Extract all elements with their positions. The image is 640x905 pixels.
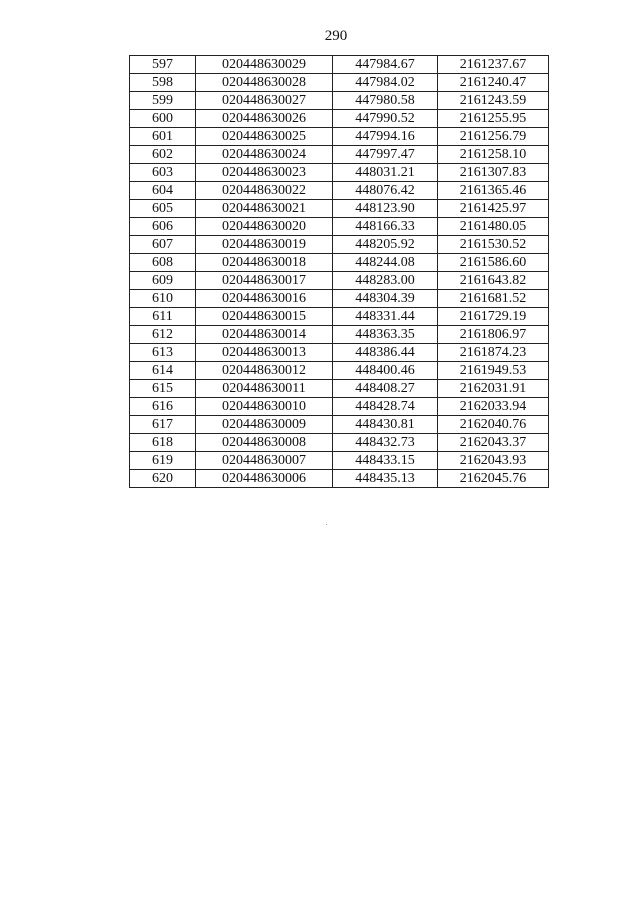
x-coordinate-cell: 448166.33 (333, 218, 438, 236)
x-coordinate-cell: 448031.21 (333, 164, 438, 182)
point-number-cell: 615 (130, 380, 196, 398)
point-id-cell: 020448630029 (196, 56, 333, 74)
table-row (130, 218, 549, 236)
point-id-cell: 020448630028 (196, 74, 333, 92)
point-id-cell: 020448630022 (196, 182, 333, 200)
point-number-cell: 597 (130, 56, 196, 74)
point-id-cell: 020448630023 (196, 164, 333, 182)
point-number-cell: 603 (130, 164, 196, 182)
point-id-cell: 020448630011 (196, 380, 333, 398)
table-row (130, 326, 549, 344)
x-coordinate-cell: 448432.73 (333, 434, 438, 452)
y-coordinate-cell: 2162045.76 (438, 470, 549, 488)
table-row (130, 272, 549, 290)
point-id-cell: 020448630017 (196, 272, 333, 290)
x-coordinate-cell: 448433.15 (333, 452, 438, 470)
table-row (130, 344, 549, 362)
table-row (130, 434, 549, 452)
x-coordinate-cell: 447980.58 (333, 92, 438, 110)
x-coordinate-cell: 448076.42 (333, 182, 438, 200)
y-coordinate-cell: 2161480.05 (438, 218, 549, 236)
x-coordinate-cell: 448123.90 (333, 200, 438, 218)
table-row (130, 74, 549, 92)
table-row (130, 308, 549, 326)
table-row (130, 470, 549, 488)
point-number-cell: 606 (130, 218, 196, 236)
y-coordinate-cell: 2161365.46 (438, 182, 549, 200)
point-id-cell: 020448630025 (196, 128, 333, 146)
point-id-cell: 020448630006 (196, 470, 333, 488)
y-coordinate-cell: 2161258.10 (438, 146, 549, 164)
y-coordinate-cell: 2161237.67 (438, 56, 549, 74)
y-coordinate-cell: 2161307.83 (438, 164, 549, 182)
point-id-cell: 020448630019 (196, 236, 333, 254)
point-number-cell: 610 (130, 290, 196, 308)
table-row (130, 416, 549, 434)
x-coordinate-cell: 448363.35 (333, 326, 438, 344)
point-number-cell: 617 (130, 416, 196, 434)
y-coordinate-cell: 2161681.52 (438, 290, 549, 308)
point-number-cell: 607 (130, 236, 196, 254)
table-row (130, 254, 549, 272)
point-number-cell: 602 (130, 146, 196, 164)
point-number-cell: 609 (130, 272, 196, 290)
table-row (130, 182, 549, 200)
point-number-cell: 616 (130, 398, 196, 416)
y-coordinate-cell: 2161874.23 (438, 344, 549, 362)
table-row (130, 362, 549, 380)
page-number: 290 (324, 28, 348, 44)
table-row (130, 110, 549, 128)
point-id-cell: 020448630012 (196, 362, 333, 380)
x-coordinate-cell: 448386.44 (333, 344, 438, 362)
point-number-cell: 598 (130, 74, 196, 92)
y-coordinate-cell: 2162043.93 (438, 452, 549, 470)
table-row (130, 128, 549, 146)
y-coordinate-cell: 2161425.97 (438, 200, 549, 218)
x-coordinate-cell: 448428.74 (333, 398, 438, 416)
y-coordinate-cell: 2161806.97 (438, 326, 549, 344)
y-coordinate-cell: 2161586.60 (438, 254, 549, 272)
y-coordinate-cell: 2162033.94 (438, 398, 549, 416)
table-row (130, 56, 549, 74)
point-id-cell: 020448630020 (196, 218, 333, 236)
table-row (130, 398, 549, 416)
y-coordinate-cell: 2162043.37 (438, 434, 549, 452)
y-coordinate-cell: 2161530.52 (438, 236, 549, 254)
point-id-cell: 020448630027 (196, 92, 333, 110)
y-coordinate-cell: 2161255.95 (438, 110, 549, 128)
table-row (130, 200, 549, 218)
x-coordinate-cell: 448205.92 (333, 236, 438, 254)
y-coordinate-cell: 2162031.91 (438, 380, 549, 398)
x-coordinate-cell: 447990.52 (333, 110, 438, 128)
x-coordinate-cell: 448435.13 (333, 470, 438, 488)
x-coordinate-cell: 447994.16 (333, 128, 438, 146)
point-number-cell: 613 (130, 344, 196, 362)
point-number-cell: 600 (130, 110, 196, 128)
point-id-cell: 020448630021 (196, 200, 333, 218)
table-body (130, 56, 549, 488)
point-number-cell: 619 (130, 452, 196, 470)
point-id-cell: 020448630010 (196, 398, 333, 416)
point-number-cell: 612 (130, 326, 196, 344)
x-coordinate-cell: 448331.44 (333, 308, 438, 326)
point-id-cell: 020448630014 (196, 326, 333, 344)
x-coordinate-cell: 448244.08 (333, 254, 438, 272)
point-id-cell: 020448630013 (196, 344, 333, 362)
stray-dot (326, 524, 327, 525)
point-id-cell: 020448630024 (196, 146, 333, 164)
table-row (130, 380, 549, 398)
point-id-cell: 020448630026 (196, 110, 333, 128)
x-coordinate-cell: 447984.67 (333, 56, 438, 74)
point-number-cell: 604 (130, 182, 196, 200)
table-row (130, 290, 549, 308)
point-id-cell: 020448630007 (196, 452, 333, 470)
table-row (130, 452, 549, 470)
y-coordinate-cell: 2162040.76 (438, 416, 549, 434)
point-number-cell: 599 (130, 92, 196, 110)
table-row (130, 236, 549, 254)
point-id-cell: 020448630015 (196, 308, 333, 326)
x-coordinate-cell: 448400.46 (333, 362, 438, 380)
y-coordinate-cell: 2161949.53 (438, 362, 549, 380)
table-row (130, 164, 549, 182)
x-coordinate-cell: 447997.47 (333, 146, 438, 164)
x-coordinate-cell: 447984.02 (333, 74, 438, 92)
y-coordinate-cell: 2161256.79 (438, 128, 549, 146)
point-id-cell: 020448630018 (196, 254, 333, 272)
point-number-cell: 614 (130, 362, 196, 380)
x-coordinate-cell: 448304.39 (333, 290, 438, 308)
y-coordinate-cell: 2161729.19 (438, 308, 549, 326)
x-coordinate-cell: 448408.27 (333, 380, 438, 398)
point-id-cell: 020448630009 (196, 416, 333, 434)
point-number-cell: 601 (130, 128, 196, 146)
point-id-cell: 020448630008 (196, 434, 333, 452)
point-number-cell: 620 (130, 470, 196, 488)
x-coordinate-cell: 448283.00 (333, 272, 438, 290)
table-row (130, 92, 549, 110)
point-id-cell: 020448630016 (196, 290, 333, 308)
x-coordinate-cell: 448430.81 (333, 416, 438, 434)
y-coordinate-cell: 2161240.47 (438, 74, 549, 92)
y-coordinate-cell: 2161243.59 (438, 92, 549, 110)
table-row (130, 146, 549, 164)
y-coordinate-cell: 2161643.82 (438, 272, 549, 290)
coordinates-table (129, 55, 549, 488)
point-number-cell: 611 (130, 308, 196, 326)
point-number-cell: 605 (130, 200, 196, 218)
point-number-cell: 608 (130, 254, 196, 272)
point-number-cell: 618 (130, 434, 196, 452)
